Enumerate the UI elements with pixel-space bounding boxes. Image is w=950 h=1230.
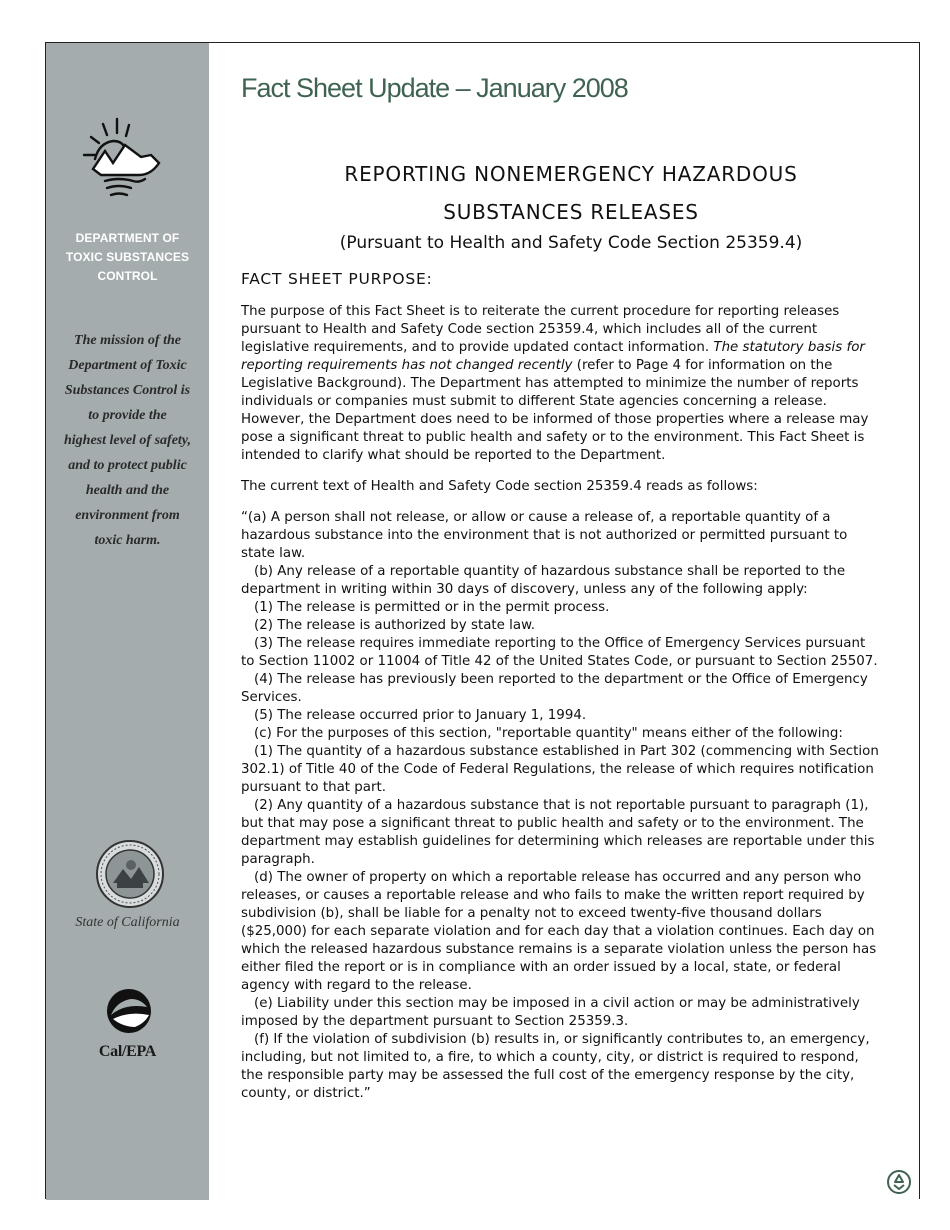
purpose-heading: FACT SHEET PURPOSE: — [241, 270, 433, 288]
california-seal-icon — [95, 839, 165, 909]
statute-intro-paragraph: The current text of Health and Safety Code section 25359.4 reads as follows: — [241, 479, 758, 494]
dtsc-sun-mountain-logo — [79, 115, 165, 207]
statute-clause: (c) For the purposes of this section, "reportable quantity" means either of the following: — [254, 726, 843, 741]
statute-clause: (1) The release is permitted or in the permit process. — [254, 600, 610, 615]
statute-clause: (5) The release occurred prior to January 1, 1994. — [254, 708, 587, 723]
body-text — [241, 303, 881, 1103]
statute-clause: “(a) A person shall not release, or allow or cause a release of, a reportable quantity of a hazardous substance into the environment that is not authorized or permitted pursuant to state law. — [241, 510, 848, 561]
department-name: DEPARTMENT OF TOXIC SUBSTANCES CONTROL — [65, 231, 190, 283]
mission-statement: The mission of the Department of Toxic Substances Control is to provide the highest level of safety, and to protect public health and the environment from toxic harm. — [63, 333, 191, 548]
statute-clause: (1) The quantity of a hazardous substance established in Part 302 (commencing with Section 302.1) of Title 40 of the Code of Federal Regulations, the release of which requires notification pursuant to that part. — [241, 744, 879, 795]
statute-text — [241, 509, 881, 1103]
calepa-label: Cal/EPA — [98, 1043, 157, 1060]
document-title: REPORTING NONEMERGENCY HAZARDOUS SUBSTANCES RELEASES — [344, 162, 798, 224]
statute-clause: (3) The release requires immediate reporting to the Office of Emergency Services pursuant to Section 11002 or 11004 of Title 42 of the United States Code, or pursuant to Section 25507. — [241, 636, 878, 669]
statute-clause: (f) If the violation of subdivision (b) results in, or significantly contributes to, an emergency, including, but not limited to, a fire, to which a county, city, or district is required to respond, the responsible party may be assessed the full cost of the emergency response by the city, county, or district.” — [241, 1032, 870, 1101]
statute-clause: (e) Liability under this section may be imposed in a civil action or may be administratively imposed by the department pursuant to Section 25359.3. — [241, 996, 860, 1029]
recycle-icon — [887, 1170, 911, 1194]
calepa-logo — [105, 985, 153, 1037]
statute-clause: (d) The owner of property on which a reportable release has occurred and any person who releases, or causes a reportable release and who fails to make the written report required by subdivision (b), shall be liable for a penalty not to exceed twenty-five thousand dollars ($25,000) for each separate violation and for each day that a violation continues. Each day on which the released hazardous substance remains is a separate violation unless the person has either filed the report or is in compliance with an order issued by a local, state, or federal agency with regard to the release. — [241, 870, 877, 993]
statute-clause: (2) The release is authorized by state law. — [254, 618, 536, 633]
statute-clause: (b) Any release of a reportable quantity of hazardous substance shall be reported to the department in writing within 30 days of discovery, unless any of the following apply: — [241, 564, 846, 597]
purpose-paragraph: The purpose of this Fact Sheet is to reiterate the current procedure for reporting releases pursuant to Health and Safety Code section 25359.4, which includes all of the current legislative requirements, and to provide updated contact information. The statutory basis for reporting requirements has not changed recently (refer to Page 4 for information on the Legislative Background). The Department has attempted to minimize the number of reports individuals or companies must submit to different State agencies concerning a release. However, the Department does need to be informed of those properties where a release may pose a significant threat to public health and safety or to the environment. This Fact Sheet is intended to clarify what should be reported to the Department. — [241, 304, 869, 463]
state-of-california-label: State of California — [75, 915, 180, 930]
fact-sheet-header: Fact Sheet Update – January 2008 — [241, 73, 628, 103]
sidebar — [46, 43, 209, 1200]
statute-clause: (4) The release has previously been reported to the department or the Office of Emergency Services. — [241, 672, 868, 705]
statute-clause: (2) Any quantity of a hazardous substance that is not reportable pursuant to paragraph (1), but that may pose a significant threat to public health and safety or to the environment. The department may establish guidelines for determining which releases are reportable under this paragraph. — [241, 798, 875, 867]
document-subtitle: (Pursuant to Health and Safety Code Section 25359.4) — [339, 233, 803, 253]
document-page — [45, 42, 920, 1199]
